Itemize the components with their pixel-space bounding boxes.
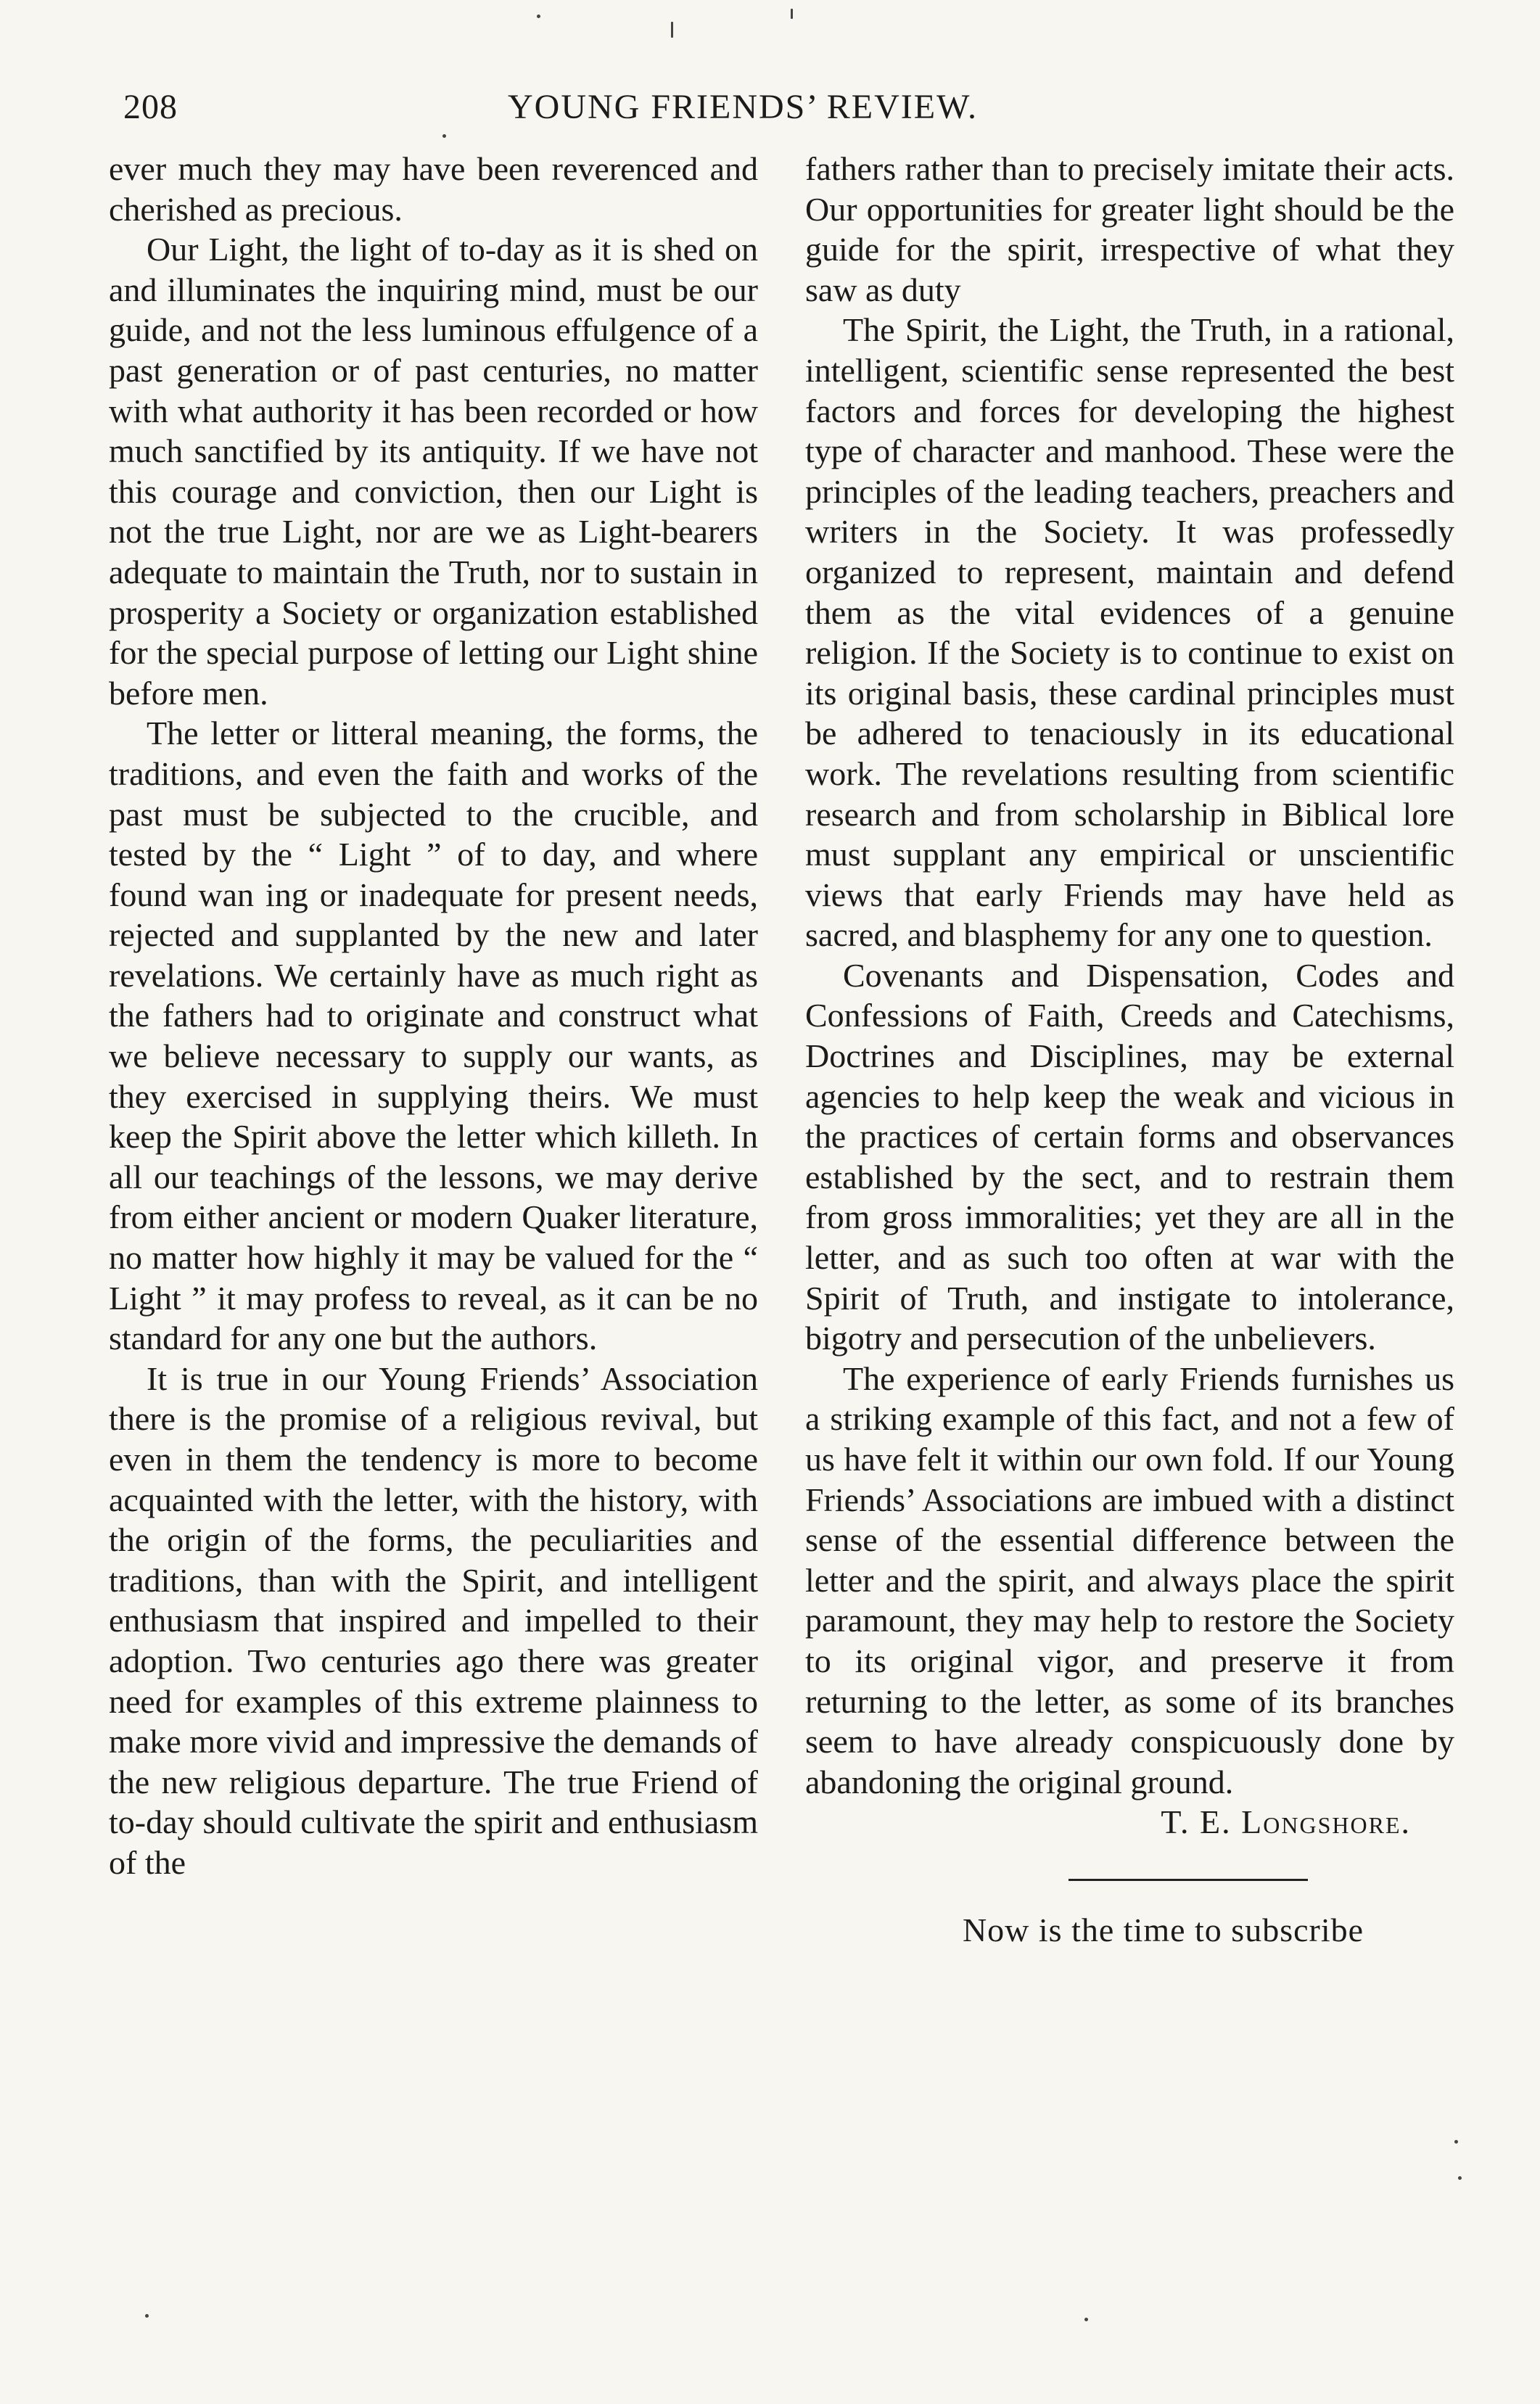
journal-title: YOUNG FRIENDS’ REVIEW. — [508, 88, 978, 126]
paragraph: The letter or litteral meaning, the forms, the traditions, and even the faith and works of the past must be subjected to the crucible, and tested by the “ Light ” of to day, and where found wan ing or inadequate for present needs, rejected and supplanted by the new and later revelations. We certainly have as much right as the fathers had to originate and construct what we believe necessary to supply our wants, as they exercised in supplying theirs. We must keep the Spirit above the letter which killeth. In all our teachings of the lessons, we may derive from either ancient or modern Quaker literature, no matter how highly it may be valued for the “ Light ” it may profess to reveal, as it can be no standard for any one but the authors. — [109, 715, 758, 1357]
left-column — [109, 149, 758, 1883]
paragraph: Our Light, the light of to-day as it is shed on and illuminates the inquiring mind, must be our guide, and not the less luminous effulgence of a past generation or of past centuries, no matter with what authority it has been recorded or how much sanctified by its antiquity. If we have not this courage and conviction, then our Light is not the true Light, nor are we as Light-bearers adequate to maintain the Truth, nor to sustain in prosperity a Society or organization established for the special purpose of letting our Light shine before men. — [109, 231, 758, 712]
print-speck — [145, 2314, 149, 2318]
print-speck — [1084, 2318, 1088, 2321]
print-speck — [791, 9, 793, 19]
print-speck — [1458, 2176, 1462, 2180]
section-divider — [1068, 1879, 1308, 1881]
paragraph: Covenants and Dispensation, Codes and Confessions of Faith, Creeds and Catechisms, Doctrines and Disciplines, may be external agencies to help keep the weak and vicious in the practices of certain forms and observances established by the sect, and to restrain them from gross immoralities; yet they are all in the letter, and as such too often at war with the Spirit of Truth, and instigate to intolerance, bigotry and persecution of the unbelievers. — [805, 956, 1454, 1357]
page-header — [123, 87, 1451, 131]
print-speck — [537, 15, 540, 18]
paragraph: ever much they may have been reverenced and cherished as precious. — [109, 150, 758, 228]
page-number: 208 — [123, 88, 178, 126]
subscribe-note: Now is the time to subscribe — [962, 1911, 1364, 1948]
paragraph: It is true in our Young Friends’ Association there is the promise of a religious revival, but even in them the tendency is more to become acquainted with the letter, with the history, with the origin of the forms, the peculiarities and traditions, than with the Spirit, and intelligent enthusiasm that inspired and impelled to their adoption. Two centuries ago there was greater need for examples of this extreme plainness to make more vivid and impressive the demands of the new religious departure. The true Friend of to-day should cultivate the spirit and enthusiasm of the — [109, 1359, 758, 1881]
right-column — [805, 149, 1454, 1951]
paragraph: The experience of early Friends furnishes us a striking example of this fact, and not a few of us have felt it within our own fold. If our Young Friends’ Associations are imbued with a distinct sense of the essential difference between the letter and the spirit, and always place the spirit paramount, they may help to restore the Society to its original vigor, and preserve it from returning to the letter, as some of its branches seem to have already conspicuously done by abandoning the original ground. — [805, 1359, 1454, 1800]
print-speck — [671, 22, 673, 38]
paragraph: fathers rather than to precisely imitate their acts. Our opportunities for greater light should be the guide for the spirit, irrespective of what they saw as duty — [805, 150, 1454, 308]
author-signature: T. E. Longshore. — [1161, 1803, 1411, 1841]
print-speck — [442, 134, 446, 138]
paragraph: The Spirit, the Light, the Truth, in a rational, intelligent, scientific sense represented the best factors and forces for developing the highest type of character and manhood. These were the principles of the leading teachers, preachers and writers in the Society. It was professedly organized to represent, maintain and defend them as the vital evidences of a genuine religion. If the Society is to continue to exist on its original basis, these cardinal principles must be adhered to tenaciously in its educational work. The revelations resulting from scientific research and from scholarship in Biblical lore must supplant any empirical or unscientific views that early Friends may have held as sacred, and blasphemy for any one to question. — [805, 311, 1454, 954]
print-speck — [1454, 2140, 1458, 2144]
